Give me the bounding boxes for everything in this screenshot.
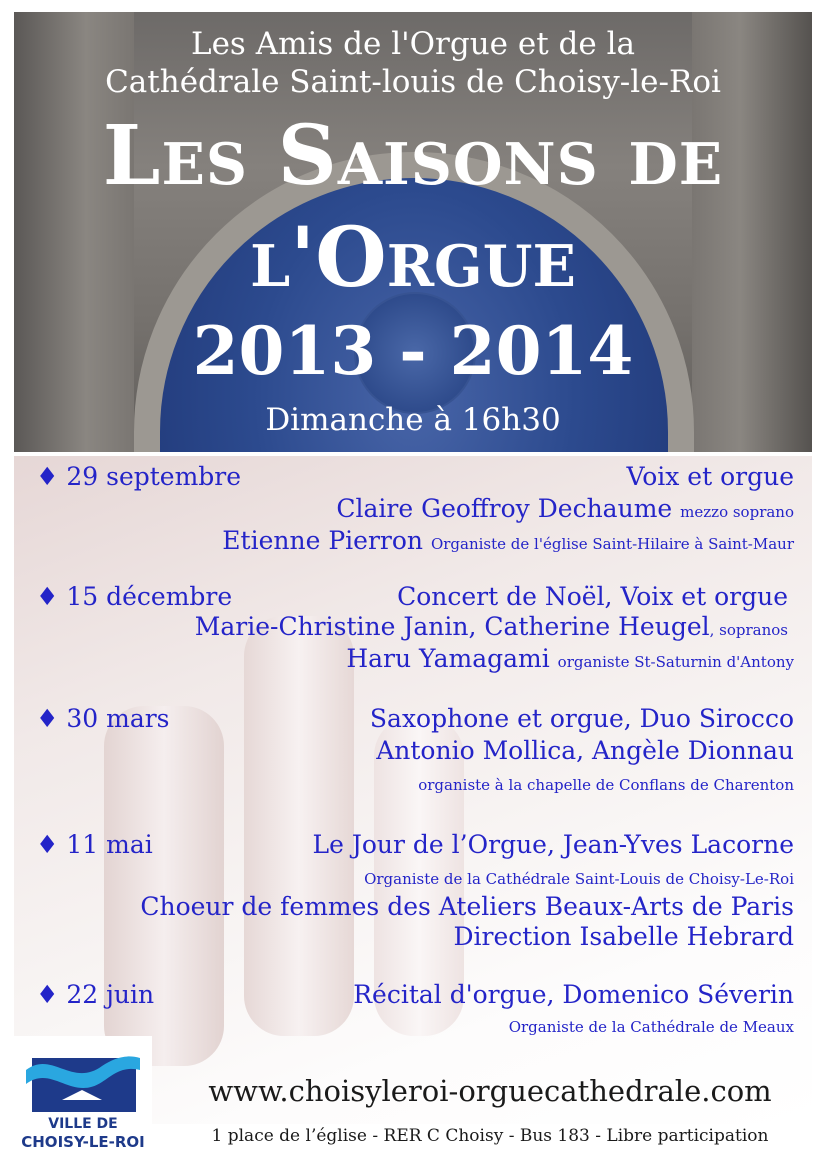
concert-title: Voix et orgue bbox=[626, 462, 794, 491]
performer-line bbox=[222, 526, 794, 555]
performer-role: , sopranos bbox=[709, 621, 788, 639]
city-logo bbox=[14, 1036, 152, 1156]
concert-title: Concert de Noël, Voix et orgue bbox=[397, 582, 788, 611]
concert-date: ♦ 15 décembre bbox=[36, 582, 233, 611]
logo-text-line-1: VILLE DE bbox=[48, 1116, 118, 1132]
website-url: www.choisyleroi-orguecathedrale.com bbox=[208, 1074, 772, 1108]
performer-name: Haru Yamagami bbox=[346, 644, 550, 673]
performer-line bbox=[346, 644, 794, 673]
logo-text-line-2: CHOISY-LE-ROI bbox=[21, 1133, 145, 1151]
header-banner bbox=[14, 12, 812, 452]
performer-role: organiste à la chapelle de Conflans de Charenton bbox=[418, 776, 794, 794]
organ-pipe-image bbox=[244, 616, 354, 1036]
performer-name: Claire Geoffroy Dechaume bbox=[336, 494, 673, 523]
schedule-time: Dimanche à 16h30 bbox=[265, 402, 561, 438]
title-line-2: l'Orgue bbox=[250, 210, 576, 306]
performer-role: Organiste de l'église Saint-Hilaire à Saint-Maur bbox=[430, 535, 794, 553]
program-section bbox=[14, 456, 812, 1124]
city-logo-emblem bbox=[22, 1040, 144, 1116]
concert-date: ♦ 22 juin bbox=[36, 980, 155, 1009]
organ-pipe-image bbox=[104, 706, 224, 1066]
concert-title: Le Jour de l’Orgue, Jean-Yves Lacorne bbox=[312, 830, 794, 859]
concert-date: ♦ 29 septembre bbox=[36, 462, 242, 491]
performer-name: Antonio Mollica, Angèle Dionnau bbox=[376, 736, 794, 765]
performer-role: mezzo soprano bbox=[680, 503, 794, 521]
performer-line bbox=[195, 612, 788, 641]
association-line-1: Les Amis de l'Orgue et de la bbox=[191, 26, 635, 62]
performer-name: Marie-Christine Janin, Catherine Heugel bbox=[194, 612, 710, 641]
concert-date: ♦ 30 mars bbox=[36, 704, 170, 733]
season-years: 2013 - 2014 bbox=[192, 312, 634, 390]
concert-title: Récital d'orgue, Domenico Séverin bbox=[353, 980, 794, 1009]
performer-line bbox=[336, 494, 794, 523]
performer-name: Direction Isabelle Hebrard bbox=[453, 922, 794, 951]
title-line-1: Les Saisons de bbox=[102, 108, 724, 204]
association-line-2: Cathédrale Saint-louis de Choisy-le-Roi bbox=[105, 64, 721, 100]
performer-role: Organiste de la Cathédrale de Meaux bbox=[508, 1018, 794, 1036]
concert-title: Saxophone et orgue, Duo Sirocco bbox=[369, 704, 794, 733]
performer-role: organiste St-Saturnin d'Antony bbox=[557, 653, 794, 671]
address-line: 1 place de l’église - RER C Choisy - Bus 183 - Libre participation bbox=[211, 1126, 769, 1146]
performer-name: Etienne Pierron bbox=[222, 526, 423, 555]
performer-role: Organiste de la Cathédrale Saint-Louis de Choisy-Le-Roi bbox=[364, 870, 794, 888]
concert-date: ♦ 11 mai bbox=[36, 830, 153, 859]
performer-name: Choeur de femmes des Ateliers Beaux-Arts de Paris bbox=[140, 892, 794, 921]
